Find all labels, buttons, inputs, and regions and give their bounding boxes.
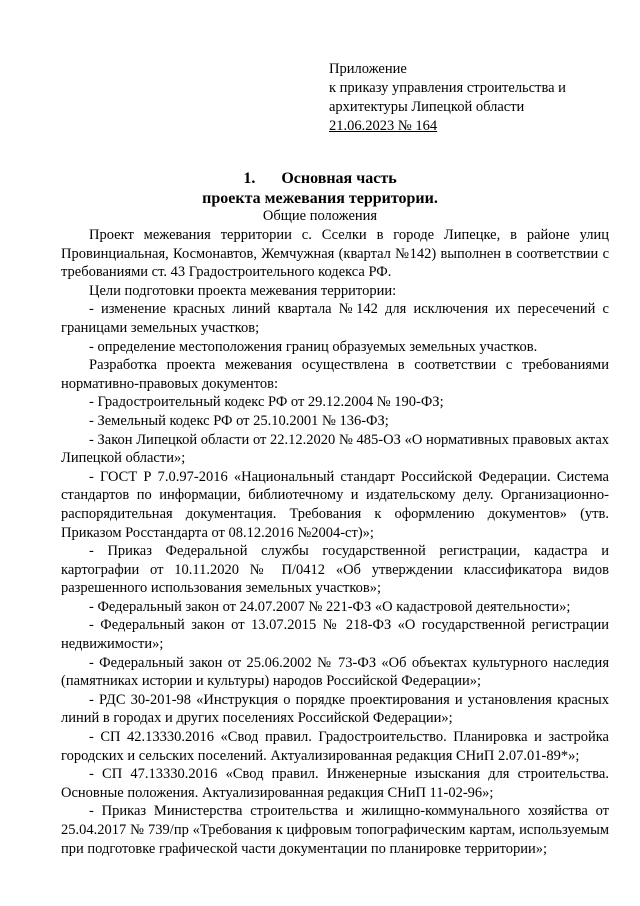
paragraph-intro: Проект межевания территории с. Сселки в городе Липецке, в районе улиц Провинциальная, Космонавтов, Жемчужная (квартал №142) выполнен в соответствии с требованиями ст. 43 Градостроительного кодекса РФ. <box>61 227 609 281</box>
appendix-title: Приложение <box>329 61 407 77</box>
regulation-item: - Земельный кодекс РФ от 25.10.2001 № 136-ФЗ; <box>89 412 389 429</box>
section-number: 1. <box>243 170 256 187</box>
section-heading <box>0 169 640 189</box>
goal-item: - изменение красных линий квартала №142 для исключения их пересечений с границами земельных участков; <box>61 301 609 336</box>
regulation-item: - ГОСТ Р 7.0.97-2016 «Национальный стандарт Российской Федерации. Система стандартов по информации, библиотечному и издательскому делу. Организационно-распорядительная документация. Требования к оформлению документов» (утв. Приказом Росстандарта от 08.12.2016 №2004-ст)»; <box>61 468 609 541</box>
regulation-item: - СП 42.13330.2016 «Свод правил. Градостроительство. Планировка и застройка городских и сельских поселений. Актуализированная редакция СНиП 2.07.01-89*»; <box>61 729 609 764</box>
regulation-item: - РДС 30-201-98 «Инструкция о порядке проектирования и установления красных линий в городах и других поселениях Российской Федерации»; <box>61 691 609 727</box>
regulation-item: - Федеральный закон от 25.06.2002 № 73-ФЗ «Об объектах культурного наследия (памятниках истории и культуры) народов Российской Федерации»; <box>61 654 609 690</box>
section-subtitle: Общие положения <box>262 208 378 224</box>
regulation-item: - Федеральный закон от 24.07.2007 № 221-ФЗ «О кадастровой деятельности»; <box>89 598 571 615</box>
appendix-date-number: 21.06.2023 № 164 <box>329 118 438 134</box>
appendix-authority-line: архитектуры Липецкой области <box>329 99 525 115</box>
appendix-block <box>329 60 566 136</box>
paragraph-goals-title: Цели подготовки проекта межевания территории: <box>89 282 397 299</box>
section-title: Основная часть <box>281 170 397 187</box>
goal-item: - определение местоположения границ образуемых земельных участков. <box>89 338 538 355</box>
regulation-item: - Закон Липецкой области от 22.12.2020 № 485-ОЗ «О нормативных правовых актах Липецкой области»; <box>61 431 609 467</box>
regulation-item: - Градостроительный кодекс РФ от 29.12.2004 № 190-ФЗ; <box>89 394 444 411</box>
regulation-item: - СП 47.13330.2016 «Свод правил. Инженерные изыскания для строительства. Основные положения. Актуализированная редакция СНиП 11-02-96»; <box>61 766 609 801</box>
document-body <box>61 226 609 858</box>
section-title-continued: проекта межевания территории. <box>202 190 438 207</box>
appendix-order-line: к приказу управления строительства и <box>329 80 566 96</box>
paragraph-regulations-title: Разработка проекта межевания осуществлена в соответствии с требованиями нормативно-правовых документов: <box>61 357 609 392</box>
regulation-item: - Федеральный закон от 13.07.2015 № 218-ФЗ «О государственной регистрации недвижимости»; <box>61 617 609 653</box>
regulation-item: - Приказ Федеральной службы государственной регистрации, кадастра и картографии от 10.11.2020 № П/0412 «Об утверждении классификатора видов разрешенного использования земельных участков»; <box>61 543 609 597</box>
regulation-item: - Приказ Министерства строительства и жилищно-коммунального хозяйства от 25.04.2017 № 739/пр «Требования к цифровым топографическим картам, используемым при подготовке графической части документации по планировке территории»; <box>61 803 609 857</box>
